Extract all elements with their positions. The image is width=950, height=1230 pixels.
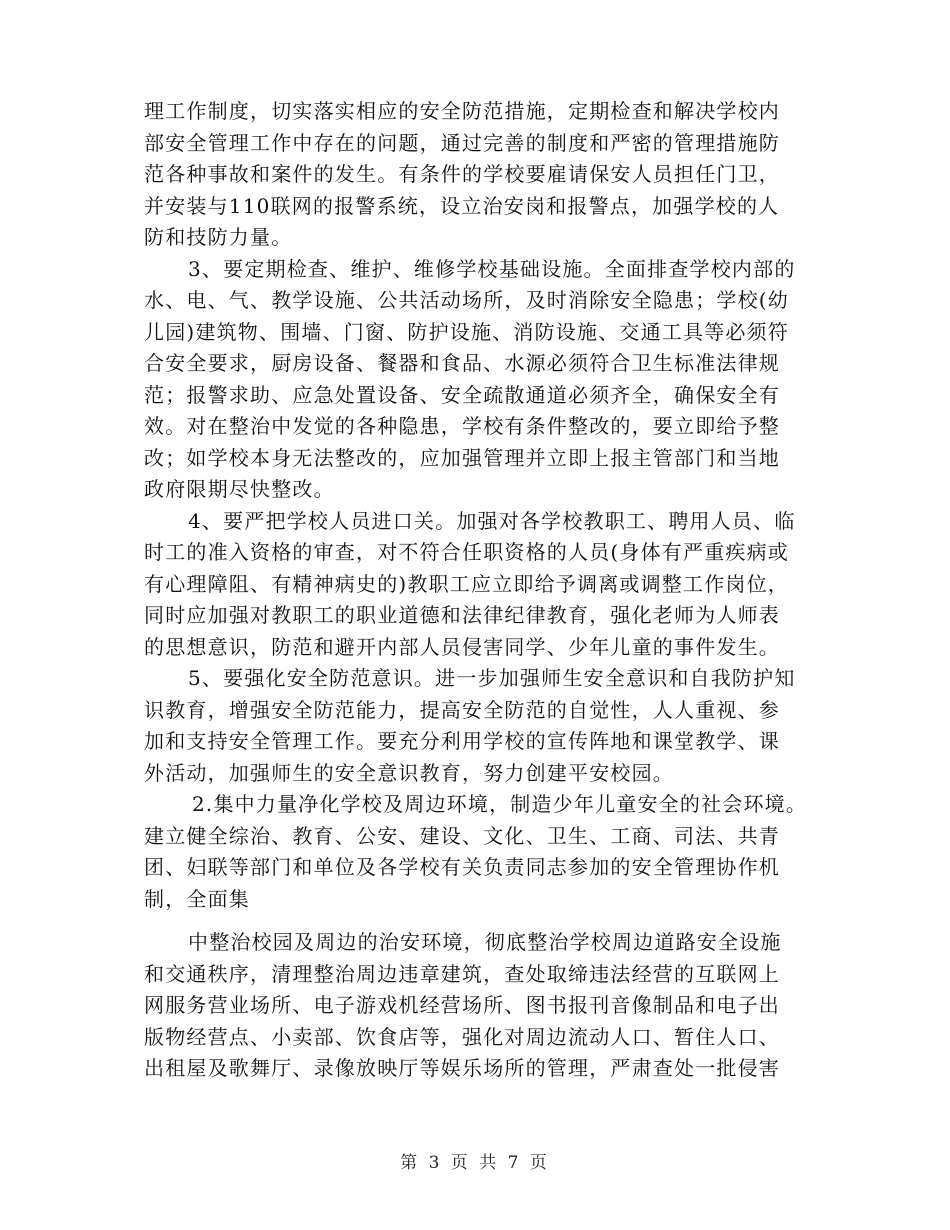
- text-line: 改；如学校本身无法整改的，应加强管理并立即上报主管部门和当地: [144, 445, 780, 470]
- text-line: 的思想意识，防范和避开内部人员侵害同学、少年儿童的事件发生。: [144, 634, 780, 659]
- text-line: 中整治校园及周边的治安环境，彻底整治学校周边道路安全设施: [188, 930, 782, 954]
- text-line: 水、电、气、教学设施、公共活动场所，及时消除安全隐患；学校(幼: [144, 288, 790, 312]
- text-line: 制，全面集: [144, 886, 250, 911]
- text-line: 理工作制度，切实落实相应的安全防范措施，定期检查和解决学校内: [144, 99, 780, 123]
- text-line: 出租屋及歌舞厅、录像放映厅等娱乐场所的管理，严肃查处一批侵害: [144, 1056, 780, 1080]
- text-line: 并安装与110联网的报警系统，设立治安岗和报警点，加强学校的人: [144, 193, 780, 218]
- text-line: 网服务营业场所、电子游戏机经营场所、图书报刊音像制品和电子出: [144, 993, 780, 1017]
- document-body: [144, 96, 824, 1085]
- text-line: 外活动，加强师生的安全意识教育，努力创建平安校园。: [144, 760, 674, 785]
- text-line: 版物经营点、小卖部、饮食店等，强化对周边流动人口、暂住人口、: [144, 1024, 780, 1049]
- page-number-footer: 第 3 页 共 7 页: [400, 1153, 550, 1173]
- paragraph-continuation: [144, 96, 824, 254]
- text-line: 4、要严把学校人员进口关。加强对各学校教职工、聘用人员、临: [188, 508, 796, 533]
- paragraph-item-3: [144, 254, 824, 506]
- text-line: 识教育，增强安全防范能力，提高安全防范的自觉性，人人重视、参: [144, 697, 780, 722]
- text-line: 建立健全综治、教育、公安、建设、文化、卫生、工商、司法、共青: [144, 823, 780, 848]
- text-line: 儿园)建筑物、围墙、门窗、防护设施、消防设施、交通工具等必须符: [144, 319, 790, 344]
- paragraph-item-4: [144, 506, 824, 664]
- text-line: 范各种事故和案件的发生。有条件的学校要雇请保安人员担任门卫，: [144, 162, 780, 186]
- paragraph-section-2: [144, 789, 824, 915]
- paragraph-section-2-continued: [144, 927, 824, 1085]
- text-line: 和交通秩序，清理整治周边违章建筑，查处取缔违法经营的互联网上: [144, 961, 780, 986]
- text-line: 有心理障阻、有精神病史的)教职工应立即给予调离或调整工作岗位，: [144, 571, 790, 596]
- text-line: 3、要定期检查、维护、维修学校基础设施。全面排查学校内部的: [188, 256, 796, 281]
- text-line: 防和技防力量。: [144, 225, 293, 249]
- text-line: 同时应加强对教职工的职业道德和法律纪律教育，强化老师为人师表: [144, 603, 780, 627]
- text-line: 加和支持安全管理工作。要充分利用学校的宣传阵地和课堂教学、课: [144, 729, 780, 753]
- paragraph-gap: [144, 915, 824, 927]
- text-line: 合安全要求，厨房设备、餐器和食品、水源必须符合卫生标准法律规: [144, 351, 780, 375]
- text-line: 2.集中力量净化学校及周边环境，制造少年儿童安全的社会环境。: [192, 792, 808, 816]
- paragraph-item-5: [144, 663, 824, 789]
- text-line: 团、妇联等部门和单位及各学校有关负责同志参加的安全管理协作机: [144, 855, 780, 879]
- text-line: 政府限期尽快整改。: [144, 477, 335, 501]
- text-line: 时工的准入资格的审查，对不符合任职资格的人员(身体有严重疾病或: [144, 540, 790, 564]
- text-line: 效。对在整治中发觉的各种隐患，学校有条件整改的，要立即给予整: [144, 414, 780, 438]
- text-line: 部安全管理工作中存在的问题，通过完善的制度和严密的管理措施防: [144, 130, 780, 155]
- text-line: 5、要强化安全防范意识。进一步加强师生安全意识和自我防护知: [188, 666, 796, 690]
- text-line: 范；报警求助、应急处置设备、安全疏散通道必须齐全，确保安全有: [144, 382, 780, 407]
